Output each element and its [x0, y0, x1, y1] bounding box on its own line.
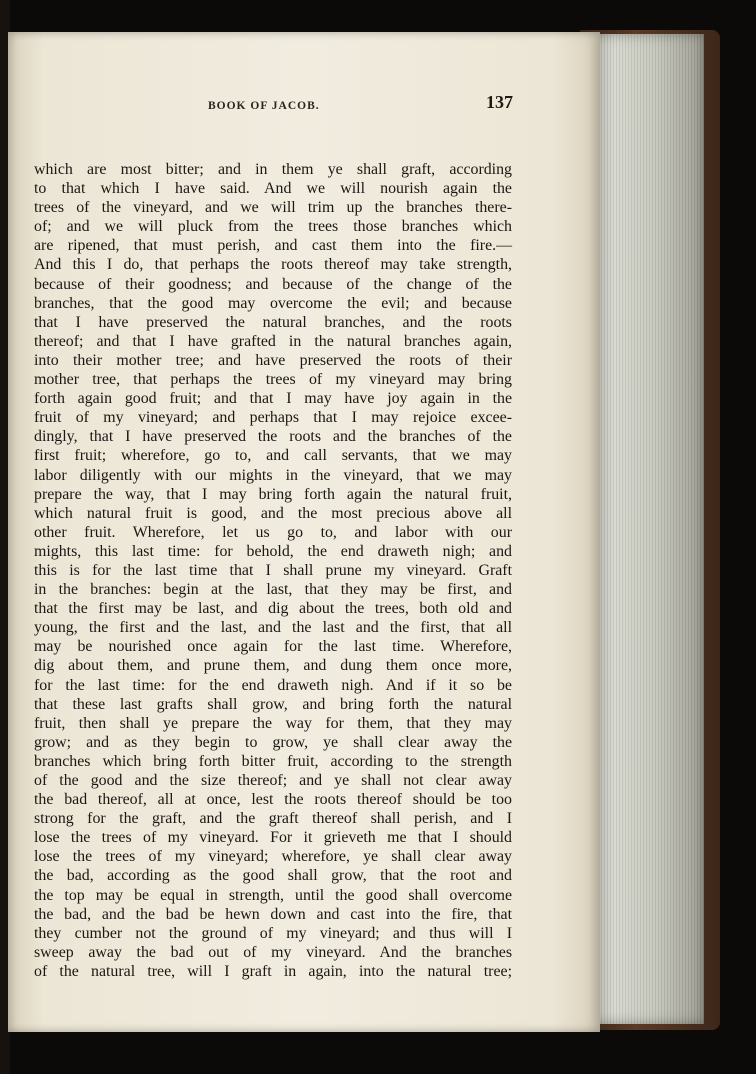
text-line: trees of the vineyard, and we will trim up the branches there-	[34, 199, 512, 217]
text-line: branches, that the good may overcome the evil; and because	[34, 294, 512, 312]
text-line: mother tree, that perhaps the trees of my vineyard may bring	[34, 371, 512, 389]
text-line: may be nourished once again for the last time. Wherefore,	[34, 638, 512, 656]
text-line: are ripened, that must perish, and cast them into the fire.—	[34, 237, 512, 255]
text-line: mights, this last time: for behold, the end draweth nigh; and	[34, 542, 512, 560]
text-line: forth again good fruit; and that I may have joy again in the	[34, 390, 512, 408]
text-line: dingly, that I have preserved the roots and the branches of the	[34, 428, 512, 446]
text-line: grow; and as they begin to grow, ye shall clear away the	[34, 733, 512, 751]
text-line: other fruit. Wherefore, let us go to, and labor with our	[34, 523, 512, 541]
text-line: prepare the way, that I may bring forth again the natural fruit,	[34, 485, 512, 503]
text-line: this is for the last time that I shall prune my vineyard. Graft	[34, 561, 512, 579]
text-line: the bad, and the bad be hewn down and cast into the fire, that	[34, 905, 512, 923]
text-line: And this I do, that perhaps the roots thereof may take strength,	[34, 256, 512, 274]
text-line: branches which bring forth bitter fruit, according to the strength	[34, 752, 512, 770]
text-line: fruit of my vineyard; and perhaps that I may rejoice excee-	[34, 409, 512, 427]
page-number: 137	[486, 92, 513, 112]
text-line: the top may be equal in strength, until the good shall overcome	[34, 886, 512, 904]
text-line: they cumber not the ground of my vineyard; and thus will I	[34, 924, 512, 942]
text-line: of; and we will pluck from the trees those branches which	[34, 218, 512, 236]
running-title: BOOK OF JACOB.	[208, 100, 320, 112]
text-line: which are most bitter; and in them ye shall graft, according	[34, 161, 512, 178]
text-line: because of their goodness; and because of the change of the	[34, 275, 512, 293]
text-line: sweep away the bad out of my vineyard. And the branches	[34, 943, 512, 961]
text-line: labor diligently with our mights in the vineyard, that we may	[34, 466, 512, 484]
text-line: that these last grafts shall grow, and bring forth the natural	[34, 695, 512, 713]
body-text	[34, 160, 512, 981]
text-line: fruit, then shall ye prepare the way for them, that they may	[34, 714, 512, 732]
text-line: the bad thereof, all at once, lest the roots thereof should be too	[34, 791, 512, 809]
text-line: for the last time: for the end draweth nigh. And if it so be	[34, 676, 512, 694]
text-line: that the first may be last, and dig about the trees, both old and	[34, 600, 512, 618]
text-line: young, the first and the last, and the last and the first, that all	[34, 619, 512, 637]
text-line: the bad, according as the good shall grow, that the root and	[34, 867, 512, 885]
text-line: of the natural tree, will I graft in again, into the natural tree;	[34, 962, 512, 980]
text-line: into their mother tree; and have preserved the roots of their	[34, 351, 512, 369]
text-line: first fruit; wherefore, go to, and call servants, that we may	[34, 447, 512, 465]
text-line: of the good and the size thereof; and ye shall not clear away	[34, 772, 512, 789]
text-line: to that which I have said. And we will nourish again the	[34, 180, 512, 198]
text-line: which natural fruit is good, and the most precious above all	[34, 504, 512, 522]
text-line: lose the trees of my vineyard; wherefore, ye shall clear away	[34, 848, 512, 866]
page-header	[8, 92, 600, 122]
text-line: thereof; and that I have grafted in the natural branches again,	[34, 332, 512, 350]
text-line: dig about them, and prune them, and dung them once more,	[34, 657, 512, 675]
text-line: that I have preserved the natural branches, and the roots	[34, 313, 512, 331]
text-line: lose the trees of my vineyard. For it grieveth me that I should	[34, 829, 512, 847]
book-page	[8, 32, 600, 1032]
text-line: strong for the graft, and the graft thereof shall perish, and I	[34, 810, 512, 828]
text-line: in the branches: begin at the last, that they may be first, and	[34, 581, 512, 599]
page-edges	[592, 34, 704, 1024]
